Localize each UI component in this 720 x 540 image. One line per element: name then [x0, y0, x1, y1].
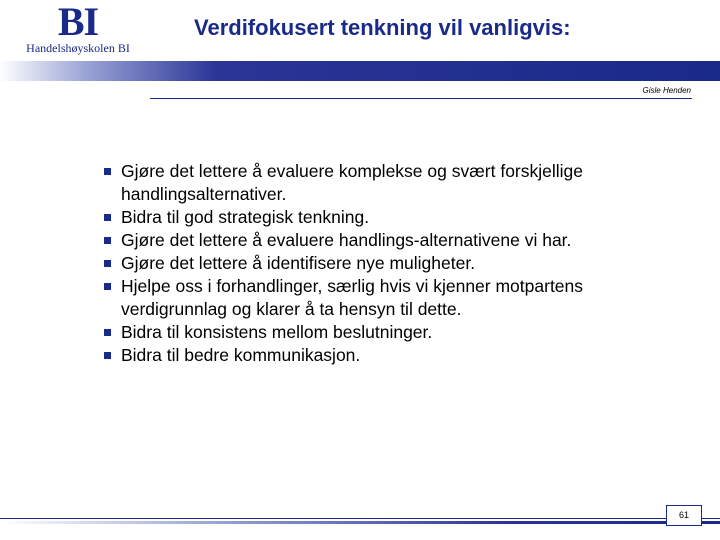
author-divider — [150, 98, 692, 99]
bullet-list — [100, 160, 680, 367]
bullet-item — [100, 229, 680, 252]
bullet-text: Bidra til god strategisk tenkning. — [121, 207, 370, 227]
logo-name: Handelshøyskolen BI — [26, 41, 130, 55]
bullet-square-icon — [104, 237, 111, 244]
bullet-square-icon — [104, 214, 111, 221]
author-name: Gisle Henden — [642, 86, 691, 95]
bullet-item — [100, 275, 680, 321]
bi-logo — [14, 0, 142, 56]
bullet-item — [100, 344, 680, 367]
page-number: 61 — [666, 505, 702, 526]
header-band — [0, 61, 720, 81]
bullet-square-icon — [104, 168, 111, 175]
bullet-text: Bidra til konsistens mellom beslutninger. — [121, 322, 433, 342]
bullet-item — [100, 160, 680, 206]
bullet-square-icon — [104, 352, 111, 359]
bullet-item — [100, 252, 680, 275]
footer-band — [0, 521, 720, 524]
bullet-text: Gjøre det lettere å identifisere nye muligheter. — [121, 253, 476, 273]
bullet-item — [100, 206, 680, 229]
slide-title: Verdifokusert tenkning vil vanligvis: — [194, 15, 571, 40]
bullet-text: Gjøre det lettere å evaluere handlings-alternativene vi har. — [121, 230, 572, 250]
bullet-square-icon — [104, 260, 111, 267]
bullet-text: Bidra til bedre kommunikasjon. — [121, 345, 361, 365]
logo-mark: BI — [57, 0, 99, 44]
bullet-text: Gjøre det lettere å evaluere komplekse og svært forskjellige handlingsalternativer. — [121, 161, 584, 204]
bullet-square-icon — [104, 329, 111, 336]
footer-divider — [0, 518, 720, 519]
bullet-text: Hjelpe oss i forhandlinger, særlig hvis vi kjenner motpartens verdigrunnlag og klarer å ta hensyn til dette. — [121, 276, 584, 319]
bullet-square-icon — [104, 283, 111, 290]
bullet-item — [100, 321, 680, 344]
